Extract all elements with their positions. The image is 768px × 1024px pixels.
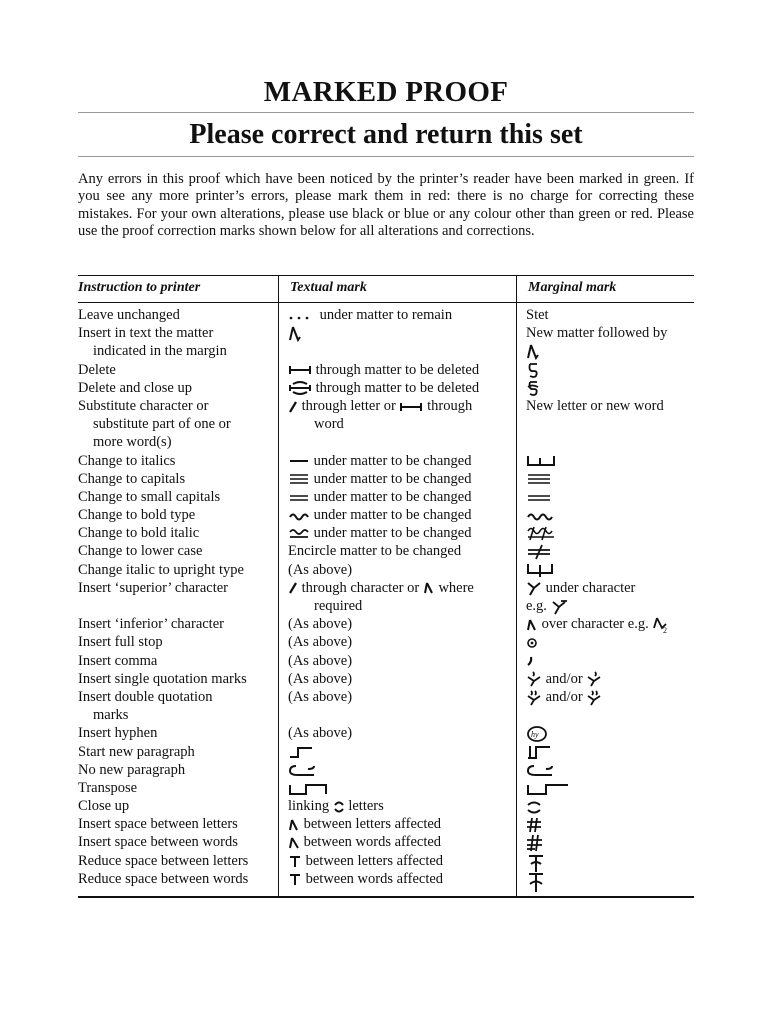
- textual-mark-italics: under matter to be changed: [288, 452, 520, 470]
- marginal-close-up: [526, 797, 696, 815]
- slash-mark-icon: [288, 400, 298, 414]
- marginal-space-letters: [526, 815, 696, 833]
- single-quote-mark-icon: [586, 671, 602, 687]
- close-up-icon: [526, 800, 542, 814]
- marginal-caret: [526, 342, 696, 360]
- instruction-item: Insert ‘superior’ character: [78, 579, 229, 596]
- textual-mark-lower-case: Encircle matter to be changed: [288, 543, 462, 560]
- instruction-item: Reduce space between letters: [78, 852, 249, 869]
- textual-mark-bold: under matter to be changed: [288, 506, 520, 524]
- triple-underline-icon: [288, 473, 310, 485]
- textual-mark-bold-italic: under matter to be changed: [288, 524, 520, 542]
- hash-mark-icon: [526, 817, 542, 833]
- textual-mark-capitals: under matter to be changed: [288, 470, 520, 488]
- reduce-space-icon: [288, 854, 302, 868]
- instruction-item: Change to lower case: [78, 543, 203, 560]
- instruction-item: Change to capitals: [78, 470, 186, 487]
- marginal-delete: [526, 361, 696, 379]
- instruction-item: Change to small capitals: [78, 488, 221, 505]
- textual-mark-stet: under matter to remain: [288, 306, 520, 324]
- title-divider: [78, 112, 694, 113]
- instruction-item: Transpose: [78, 779, 138, 796]
- delete-close-mark-icon: [288, 381, 312, 395]
- instruction-item: Delete and close up: [78, 379, 192, 396]
- textual-mark-close-up: linking letters: [288, 798, 384, 815]
- marginal-lower-case: [526, 542, 696, 560]
- instruction-item: Change to italics: [78, 452, 176, 469]
- textual-mark-small-caps: under matter to be changed: [288, 488, 520, 506]
- instruction-item: Insert space between letters: [78, 816, 238, 833]
- marginal-upright: [526, 561, 696, 579]
- dots-mark-icon: [288, 311, 316, 321]
- textual-mark-reduce-words: between words affected: [288, 870, 520, 888]
- instruction-item: Insert ‘inferior’ character: [78, 616, 224, 633]
- marginal-reduce-letters: [526, 852, 696, 870]
- single-underline-icon: [288, 456, 310, 466]
- marginal-stet: Stet: [526, 307, 549, 323]
- marginal-delete-close: [526, 379, 696, 397]
- marginal-bold-italic: [526, 524, 696, 542]
- page-title: MARKED PROOF: [263, 76, 509, 108]
- textual-mark-reduce-letters: between letters affected: [288, 852, 520, 870]
- single-quote-mark-icon: [526, 671, 542, 687]
- marginal-comma: [526, 652, 696, 670]
- double-underline-icon: [288, 493, 310, 503]
- instruction-item: Substitute character or: [78, 397, 209, 414]
- header-textual-mark: Textual mark: [290, 280, 367, 295]
- textual-mark-delete: through matter to be deleted: [288, 361, 520, 379]
- caret-mark-icon: [288, 326, 302, 342]
- page-subtitle: Please correct and return this set: [189, 119, 583, 150]
- marginal-hyphen: [526, 724, 696, 742]
- caret-mark-icon: [526, 344, 540, 360]
- reduce-space-icon: [288, 872, 302, 886]
- italic-mark-icon: [526, 454, 556, 468]
- header-divider: [78, 302, 694, 303]
- marginal-mark-column: [526, 306, 696, 888]
- instruction-item: marks: [93, 707, 129, 724]
- close-up-icon: [333, 800, 345, 814]
- strike-mark-icon: [399, 401, 423, 413]
- slash-mark-icon: [288, 581, 298, 595]
- svg-text:2: 2: [663, 625, 668, 635]
- textual-mark-superior: through character or where: [288, 579, 520, 597]
- marginal-run-on: [526, 761, 696, 779]
- marginal-space-words: [526, 833, 696, 851]
- double-quote-mark-icon: [586, 690, 602, 706]
- inferior-example-icon: [652, 616, 670, 634]
- delete-mark-icon: [526, 362, 540, 378]
- marginal-new-paragraph: [526, 743, 696, 761]
- run-on-icon: [288, 763, 316, 777]
- textual-mark-substitute: through letter or through: [288, 397, 520, 415]
- strike-mark-icon: [288, 364, 312, 376]
- superior-example-icon: [551, 599, 569, 615]
- svg-text:hy: hy: [531, 729, 539, 739]
- instruction-item: Insert single quotation marks: [78, 670, 247, 687]
- header-instruction: Instruction to printer: [78, 280, 201, 295]
- new-paragraph-icon: [526, 744, 552, 760]
- hash-mark-icon: [526, 834, 544, 852]
- instruction-item: Insert hyphen: [78, 725, 158, 742]
- instruction-item: Insert in text the matter: [78, 325, 214, 342]
- instruction-item: Close up: [78, 798, 130, 815]
- hyphen-mark-icon: [526, 725, 548, 743]
- caret-mark-icon: [288, 836, 300, 850]
- instruction-item: Insert space between words: [78, 834, 238, 851]
- reduce-space-icon: [526, 852, 546, 872]
- instruction-item: Delete: [78, 361, 116, 378]
- proof-marks-table: [78, 275, 694, 898]
- textual-mark-transpose: [288, 779, 520, 797]
- caret-mark-icon: [288, 818, 300, 832]
- marginal-reduce-words: [526, 870, 696, 888]
- marginal-full-stop: [526, 633, 696, 651]
- instruction-column: [78, 306, 278, 888]
- marginal-italics: [526, 452, 696, 470]
- inferior-mark-icon: [526, 618, 538, 632]
- marginal-bold: [526, 506, 696, 524]
- textual-mark-space-letters: between letters affected: [288, 815, 520, 833]
- marginal-small-caps: [526, 488, 696, 506]
- caret-mark-icon: [423, 581, 435, 595]
- comma-icon: [526, 655, 534, 667]
- textual-mark-space-words: between words affected: [288, 833, 520, 851]
- subtitle-divider: [78, 156, 694, 157]
- small-caps-mark-icon: [526, 492, 552, 504]
- textual-mark-delete-close: through matter to be deleted: [288, 379, 520, 397]
- marginal-capitals: [526, 470, 696, 488]
- textual-mark-insert: [288, 324, 520, 342]
- instruction-item: Change to bold type: [78, 507, 196, 524]
- wavy-underline-icon: [288, 511, 310, 521]
- wavy-double-underline-icon: [288, 528, 310, 540]
- instruction-item: Start new paragraph: [78, 743, 195, 760]
- marginal-new-matter: New matter followed by: [526, 325, 668, 342]
- instruction-spacer: [78, 597, 278, 615]
- instruction-item: No new paragraph: [78, 761, 186, 778]
- instruction-item: more word(s): [93, 434, 172, 451]
- instruction-item: Leave unchanged: [78, 307, 180, 323]
- marginal-inferior: over character e.g. 2: [526, 615, 696, 633]
- marginal-double-quotes: and/or: [526, 688, 696, 706]
- textual-mark-new-paragraph: [288, 743, 520, 761]
- instruction-item: Change to bold italic: [78, 525, 200, 542]
- superior-mark-icon: [526, 580, 542, 596]
- transpose-icon: [526, 782, 570, 796]
- run-on-icon: [526, 763, 554, 777]
- instruction-item: Change italic to upright type: [78, 561, 244, 578]
- capitals-mark-icon: [526, 472, 552, 486]
- marginal-transpose: [526, 779, 696, 797]
- delete-close-mark-icon: [526, 380, 540, 396]
- textual-mark-column: under matter to remain through matter to be deleted through matter to be deleted through letter or through word under matter to be changed under matter to be changed under matter to be changed under matter to be changed under matter to be changed Encircle matter to be changed (As above) through character or where required (As above) (As above) (As above) (As above) (As above) (As above) linking letters between letters affected between words affected between letters affected between words affected: [288, 306, 520, 888]
- marginal-superior-example: e.g.: [526, 597, 696, 615]
- intro-paragraph: Any errors in this proof which have been noticed by the printer’s reader have been marked in green. If you see any more printer’s errors, please mark them in red: there is no charge for correcting these mistakes. For your own alterations, please use black or blue or any colour other than green or red. Please use the proof correction marks shown below for all alterations and corrections.: [78, 171, 694, 240]
- instruction-item: Insert double quotation: [78, 688, 213, 705]
- upright-mark-icon: [526, 562, 554, 578]
- bold-italic-mark-icon: [526, 526, 556, 542]
- double-quote-mark-icon: [526, 690, 542, 706]
- reduce-space-icon: [526, 870, 546, 892]
- bold-mark-icon: [526, 510, 552, 522]
- marginal-new-letter: New letter or new word: [526, 397, 664, 414]
- instruction-item: Reduce space between words: [78, 870, 249, 887]
- instruction-item: indicated in the margin: [93, 343, 227, 360]
- lower-case-mark-icon: [526, 544, 552, 560]
- new-paragraph-icon: [288, 745, 314, 759]
- instruction-item: substitute part of one or: [93, 416, 231, 433]
- marginal-superior: under character: [526, 579, 696, 597]
- instruction-item: Insert full stop: [78, 634, 163, 651]
- marginal-single-quotes: and/or: [526, 670, 696, 688]
- header-marginal-mark: Marginal mark: [528, 280, 617, 295]
- transpose-icon: [288, 782, 328, 796]
- column-divider-1: [278, 276, 279, 896]
- textual-mark-run-on: [288, 761, 520, 779]
- full-stop-icon: [526, 637, 538, 649]
- instruction-item: Insert comma: [78, 652, 158, 669]
